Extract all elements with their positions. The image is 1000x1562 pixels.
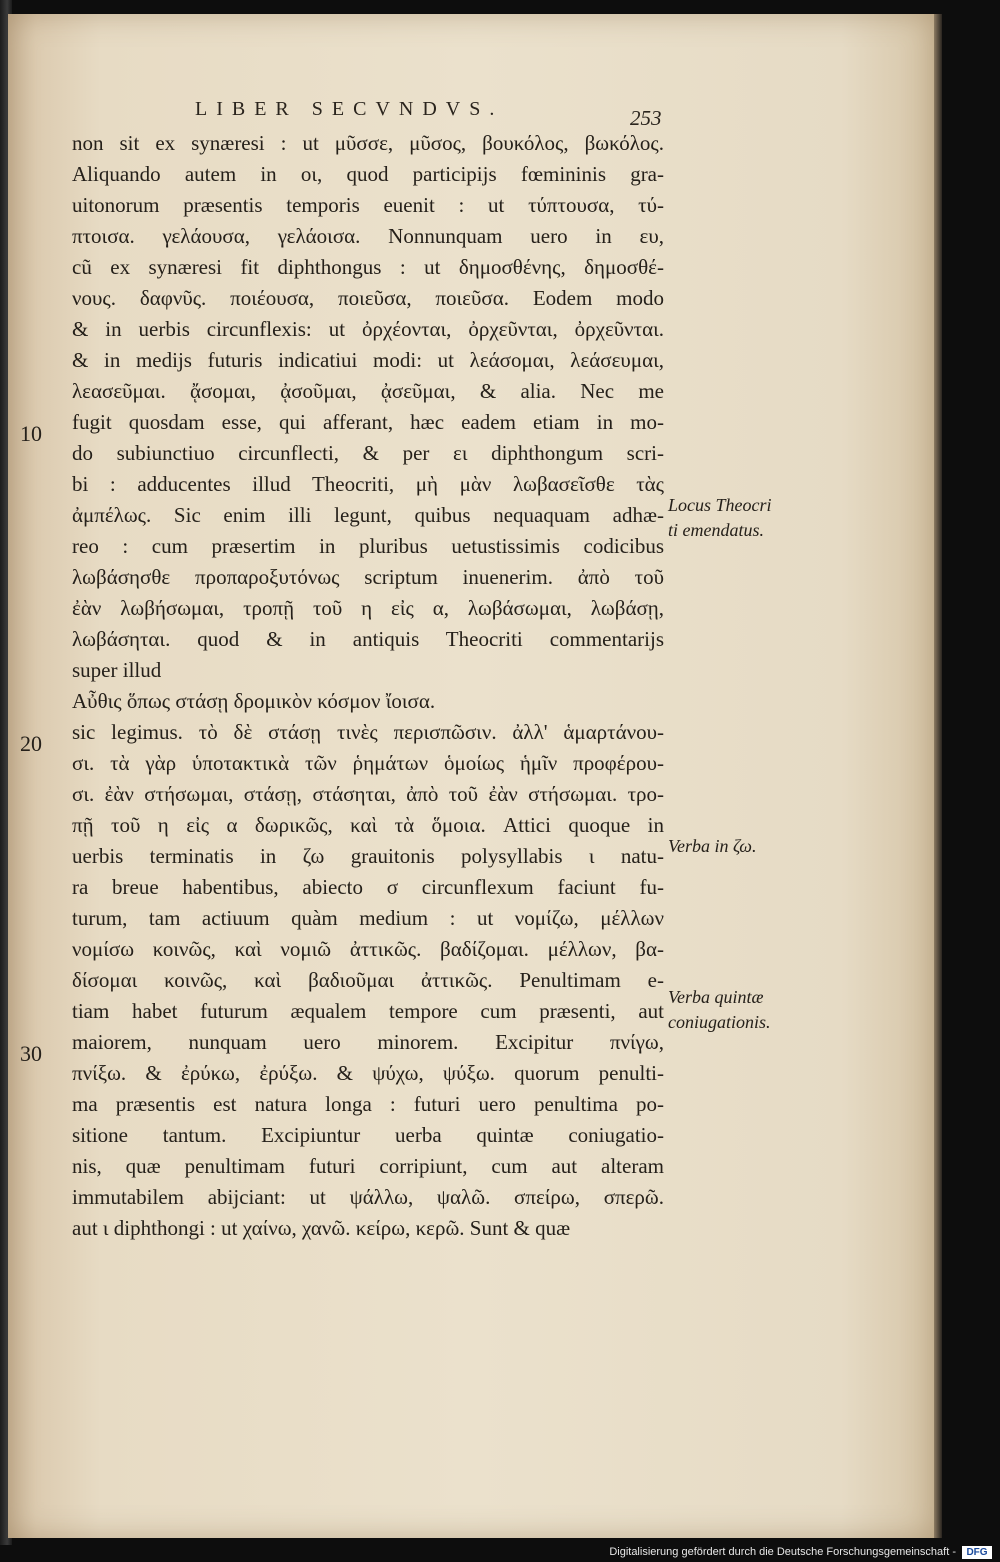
verse-quotation: Αὖθις ὅπως στάσῃ δρομικὸν κόσμον ἴοισα.	[72, 689, 436, 713]
page-number: 253	[630, 106, 662, 130]
text-line: non sit ex synæresi : ut μῦσσε, μῦσος, βουκόλος, βωκόλος.	[72, 131, 664, 155]
text-line: bi : adducentes illud Theocriti, μὴ μὰν λωβασεῖσθε τὰς	[72, 472, 664, 496]
text-line: tiam habet futurum æqualem tempore cum præsenti, aut	[72, 999, 664, 1023]
text-line: νους. δαφνῦς. ποιέουσα, ποιεῦσα, ποιεῦσα. Eodem modo	[72, 286, 664, 310]
text-line: Aliquando autem in οι, quod participijs fœmininis gra-	[72, 162, 664, 186]
text-line: πῇ τοῦ η εἰς α δωρικῶς, καὶ τὰ ὅμοια. Attici quoque in	[72, 813, 664, 837]
text-line: ἐὰν λωβήσωμαι, τροπῇ τοῦ η εἰς α, λωβάσωμαι, λωβάσῃ,	[72, 596, 664, 620]
line-number: 10	[20, 421, 42, 446]
line-number: 30	[20, 1041, 42, 1066]
margin-note-line: Locus Theocri	[668, 495, 772, 515]
text-line: nis, quæ penultimam futuri corripiunt, cum aut alteram	[72, 1154, 664, 1178]
margin-note	[668, 834, 756, 859]
text-line: ἀμπέλως. Sic enim illi legunt, quibus nequaquam adhæ-	[72, 503, 664, 527]
text-line: & in medijs futuris indicatiui modi: ut λεάσομαι, λεάσευμαι,	[72, 348, 664, 372]
text-line: fugit quosdam esse, qui afferant, hæc eadem etiam in mo-	[72, 410, 664, 434]
text-line: λεασεῦμαι. ᾄσομαι, ᾀσοῦμαι, ᾀσεῦμαι, & alia. Nec me	[72, 379, 664, 403]
text-line: sic legimus. τὸ δὲ στάσῃ τινὲς περισπῶσιν. ἀλλ' ἁμαρτάνου-	[72, 720, 664, 744]
text-line: maiorem, nunquam uero minorem. Excipitur πνίγω,	[72, 1030, 664, 1054]
text-line: super illud	[72, 658, 162, 682]
text-line: & in uerbis circunflexis: ut ὀρχέονται, ὀρχεῦνται, ὀρχεῦνται.	[72, 317, 664, 341]
text-line: do subiunctiuo circunflecti, & per ει diphthongum scri-	[72, 441, 664, 465]
text-line: reo : cum præsertim in pluribus uetustissimis codicibus	[72, 534, 664, 558]
margin-note-line: coniugationis.	[668, 1012, 771, 1032]
text-line: λωβάσηται. quod & in antiquis Theocriti commentarijs	[72, 627, 664, 651]
text-line: πτοισα. γελάουσα, γελάοισα. Nonnunquam uero in ευ,	[72, 224, 664, 248]
margin-note	[668, 985, 771, 1035]
text-line: δίσομαι κοινῶς, καὶ βαδιοῦμαι ἀττικῶς. Penultimam e-	[72, 968, 664, 992]
text-line: immutabilem abijciant: ut ψάλλω, ψαλῶ. σπείρω, σπερῶ.	[72, 1185, 664, 1209]
margin-note-line: Verba in ζω.	[668, 836, 757, 856]
text-line: σι. ἐὰν στήσωμαι, στάσῃ, στάσηται, ἀπὸ τοῦ ἐὰν στήσωμαι. τρο-	[72, 782, 664, 806]
text-line: uerbis terminatis in ζω grauitonis polysyllabis ι natu-	[72, 844, 664, 868]
main-text	[72, 128, 664, 1244]
text-line: uitonorum præsentis temporis euenit : ut τύπτουσα, τύ-	[72, 193, 664, 217]
margin-note-line: ti emendatus.	[668, 520, 764, 540]
dfg-logo: DFG	[962, 1546, 992, 1559]
text-line: ma præsentis est natura longa : futuri uero penultima po-	[72, 1092, 664, 1116]
text-line: νομίσω κοινῶς, καὶ νομιῶ ἀττικῶς. βαδίζομαι. μέλλων, βα-	[72, 937, 664, 961]
funding-credit: Digitalisierung gefördert durch die Deutsche Forschungsgemeinschaft -	[609, 1546, 956, 1558]
text-line: sitione tantum. Excipiuntur uerba quintæ coniugatio-	[72, 1123, 664, 1147]
text-line: ra breue habentibus, abiecto σ circunflexum faciunt fu-	[72, 875, 664, 899]
running-head: LIBER SECVNDVS.	[195, 98, 504, 120]
text-line: turum, tam actiuum quàm medium : ut νομίζω, μέλλων	[72, 906, 664, 930]
text-line: σι. τὰ γὰρ ὑποτακτικὰ τῶν ῥημάτων ὁμοίως ἡμῖν προφέρου-	[72, 751, 664, 775]
margin-note-line: Verba quintæ	[668, 987, 764, 1007]
line-number: 20	[20, 731, 42, 756]
text-line: aut ι diphthongi : ut χαίνω, χανῶ. κείρω, κερῶ. Sunt & quæ	[72, 1216, 571, 1240]
text-line: πνίξω. & ἐρύκω, ἐρύξω. & ψύχω, ψύξω. quorum penulti-	[72, 1061, 664, 1085]
margin-note	[668, 493, 772, 543]
text-line: λωβάσησθε προπαροξυτόνως scriptum inuenerim. ἀπὸ τοῦ	[72, 565, 664, 589]
page-edge	[934, 14, 942, 1538]
text-line: cũ ex synæresi fit diphthongus : ut δημοσθένης, δημοσθέ-	[72, 255, 664, 279]
